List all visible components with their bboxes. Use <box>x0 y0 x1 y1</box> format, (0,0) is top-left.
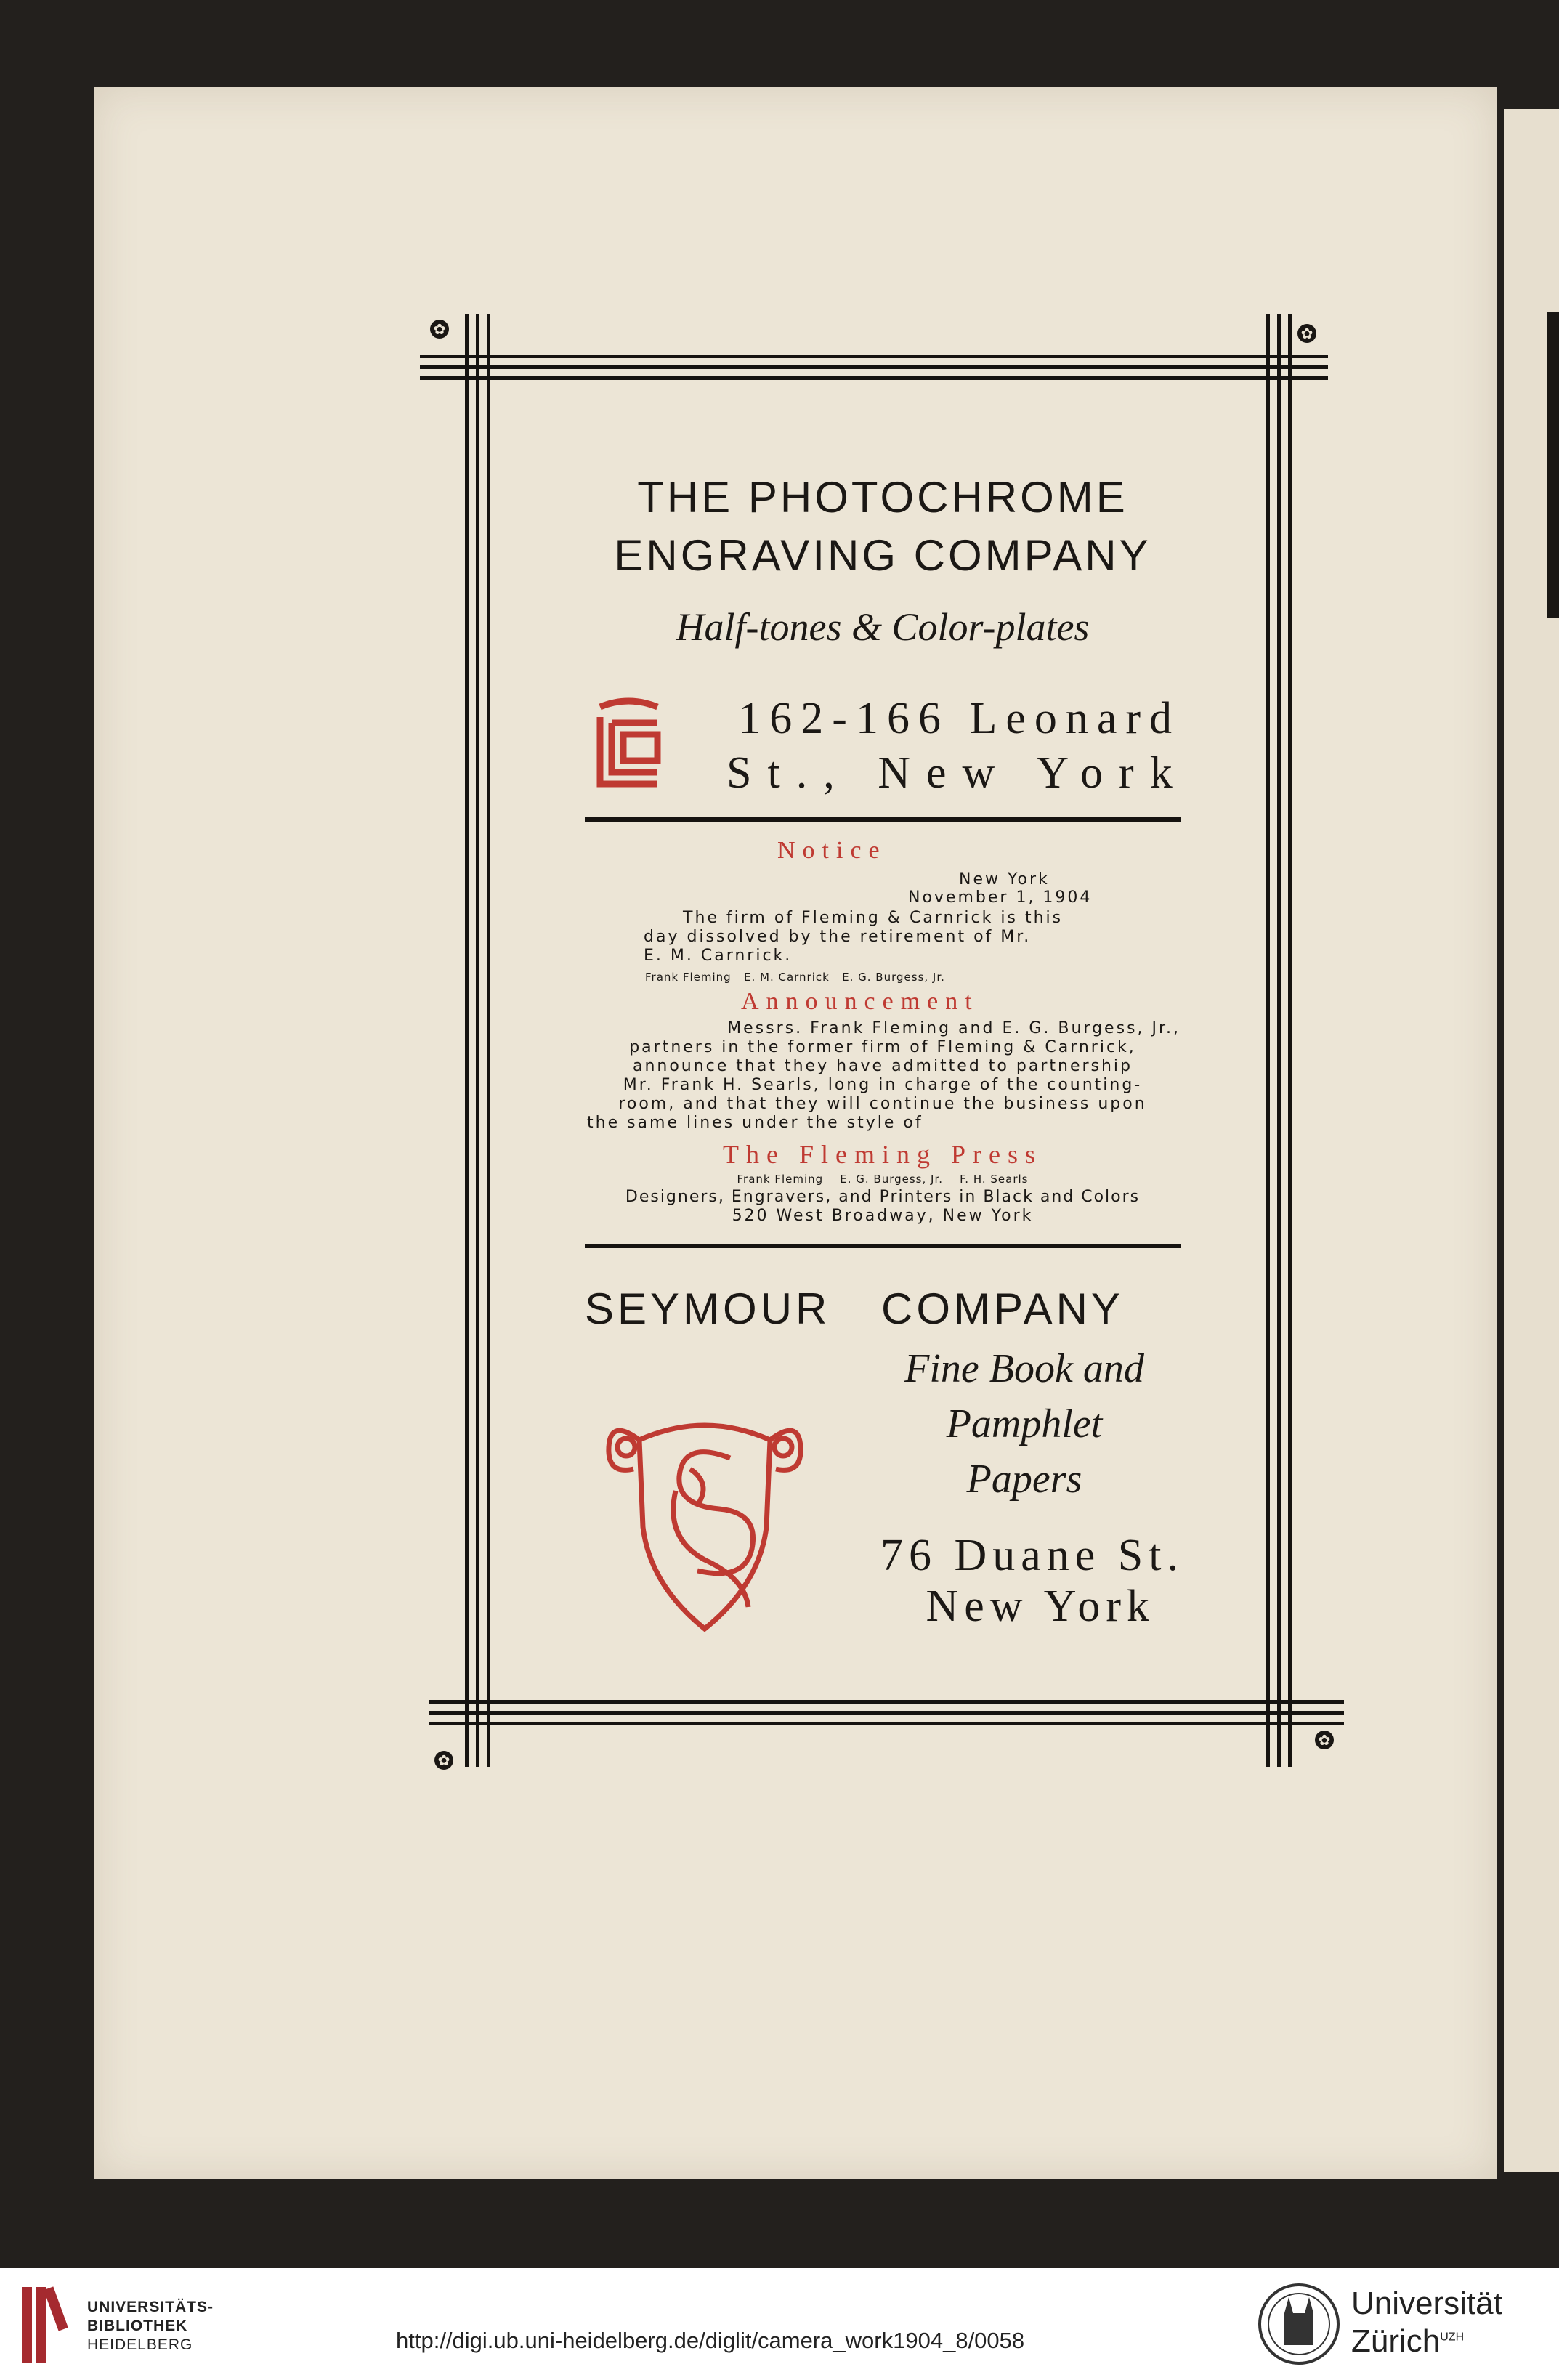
seymour-product-line1: Fine Book and <box>904 1346 1144 1391</box>
section-divider <box>585 1244 1181 1248</box>
university-name-superscript: UZH <box>1440 2331 1465 2344</box>
library-name-line1: UNIVERSITÄTS- <box>87 2299 214 2315</box>
seymour-product-line2: Pamphlet <box>946 1401 1103 1446</box>
photochrome-name-line1: THE PHOTOCHROME <box>637 473 1128 522</box>
announcement-body-line: Mr. Frank H. Searls, long in charge of the counting- <box>623 1076 1143 1094</box>
notice-place: New York <box>959 870 1050 889</box>
seymour-address-line1: 76 Duane St. <box>880 1531 1184 1580</box>
corner-ornament-icon: ✿ <box>430 320 449 339</box>
source-url-link[interactable]: http://digi.ub.uni-heidelberg.de/diglit/camera_work1904_8/0058 <box>396 2328 1025 2353</box>
adjacent-page-shadow <box>1547 312 1559 618</box>
seymour-monogram-shield-icon <box>596 1389 814 1636</box>
notice-date: November 1, 1904 <box>908 889 1093 907</box>
fleming-press-services: Designers, Engravers, and Printers in Black and Colors <box>625 1188 1141 1206</box>
photochrome-tagline: Half-tones & Color-plates <box>676 605 1090 649</box>
library-logo-icon <box>19 2284 74 2365</box>
photochrome-address-line1: 162-166 Leonard <box>738 694 1181 743</box>
seymour-product-line3: Papers <box>966 1457 1082 1502</box>
notice-title: Notice <box>777 837 887 864</box>
library-name-line3: HEIDELBERG <box>87 2336 193 2353</box>
notice-signatories: Frank Fleming E. M. Carnrick E. G. Burgess, Jr. <box>645 971 945 984</box>
photochrome-name-line2: ENGRAVING COMPANY <box>614 531 1151 580</box>
fleming-press-address: 520 West Broadway, New York <box>732 1207 1034 1225</box>
library-name-line2: BIBLIOTHEK <box>87 2318 188 2334</box>
seymour-name: SEYMOUR COMPANY <box>585 1284 1124 1333</box>
announcement-body-line: the same lines under the style of <box>587 1114 923 1132</box>
photochrome-seal-icon <box>594 694 663 790</box>
scanned-page <box>94 87 1497 2179</box>
photochrome-address-line2: St., New York <box>726 748 1189 798</box>
notice-body-line: The firm of Fleming & Carnrick is this <box>683 909 1064 927</box>
notice-body-line: E. M. Carnrick. <box>644 947 793 965</box>
university-name-line1: Universität <box>1351 2286 1502 2321</box>
university-seal-icon <box>1257 2277 1341 2371</box>
fleming-press-name: The Fleming Press <box>723 1140 1042 1169</box>
announcement-body-line: partners in the former firm of Fleming & Carnrick, <box>629 1038 1136 1056</box>
announcement-body-line: room, and that they will continue the business upon <box>618 1095 1147 1113</box>
announcement-body-line: Messrs. Frank Fleming and E. G. Burgess, Jr., <box>727 1019 1181 1037</box>
viewer-footer <box>0 2268 1559 2380</box>
notice-body-line: day dissolved by the retirement of Mr. <box>644 928 1032 946</box>
seymour-address-line2: New York <box>926 1582 1155 1631</box>
corner-ornament-icon: ✿ <box>1315 1731 1334 1749</box>
announcement-title: Announcement <box>741 988 979 1015</box>
corner-ornament-icon: ✿ <box>434 1751 453 1770</box>
university-name-line2: Zürich$^{UZH}$ <box>1351 2323 1465 2359</box>
section-divider <box>585 817 1181 822</box>
corner-ornament-icon: ✿ <box>1297 324 1316 343</box>
fleming-press-partners: Frank Fleming E. G. Burgess, Jr. F. H. Searls <box>737 1173 1029 1186</box>
announcement-body-line: announce that they have admitted to partnership <box>632 1057 1133 1075</box>
